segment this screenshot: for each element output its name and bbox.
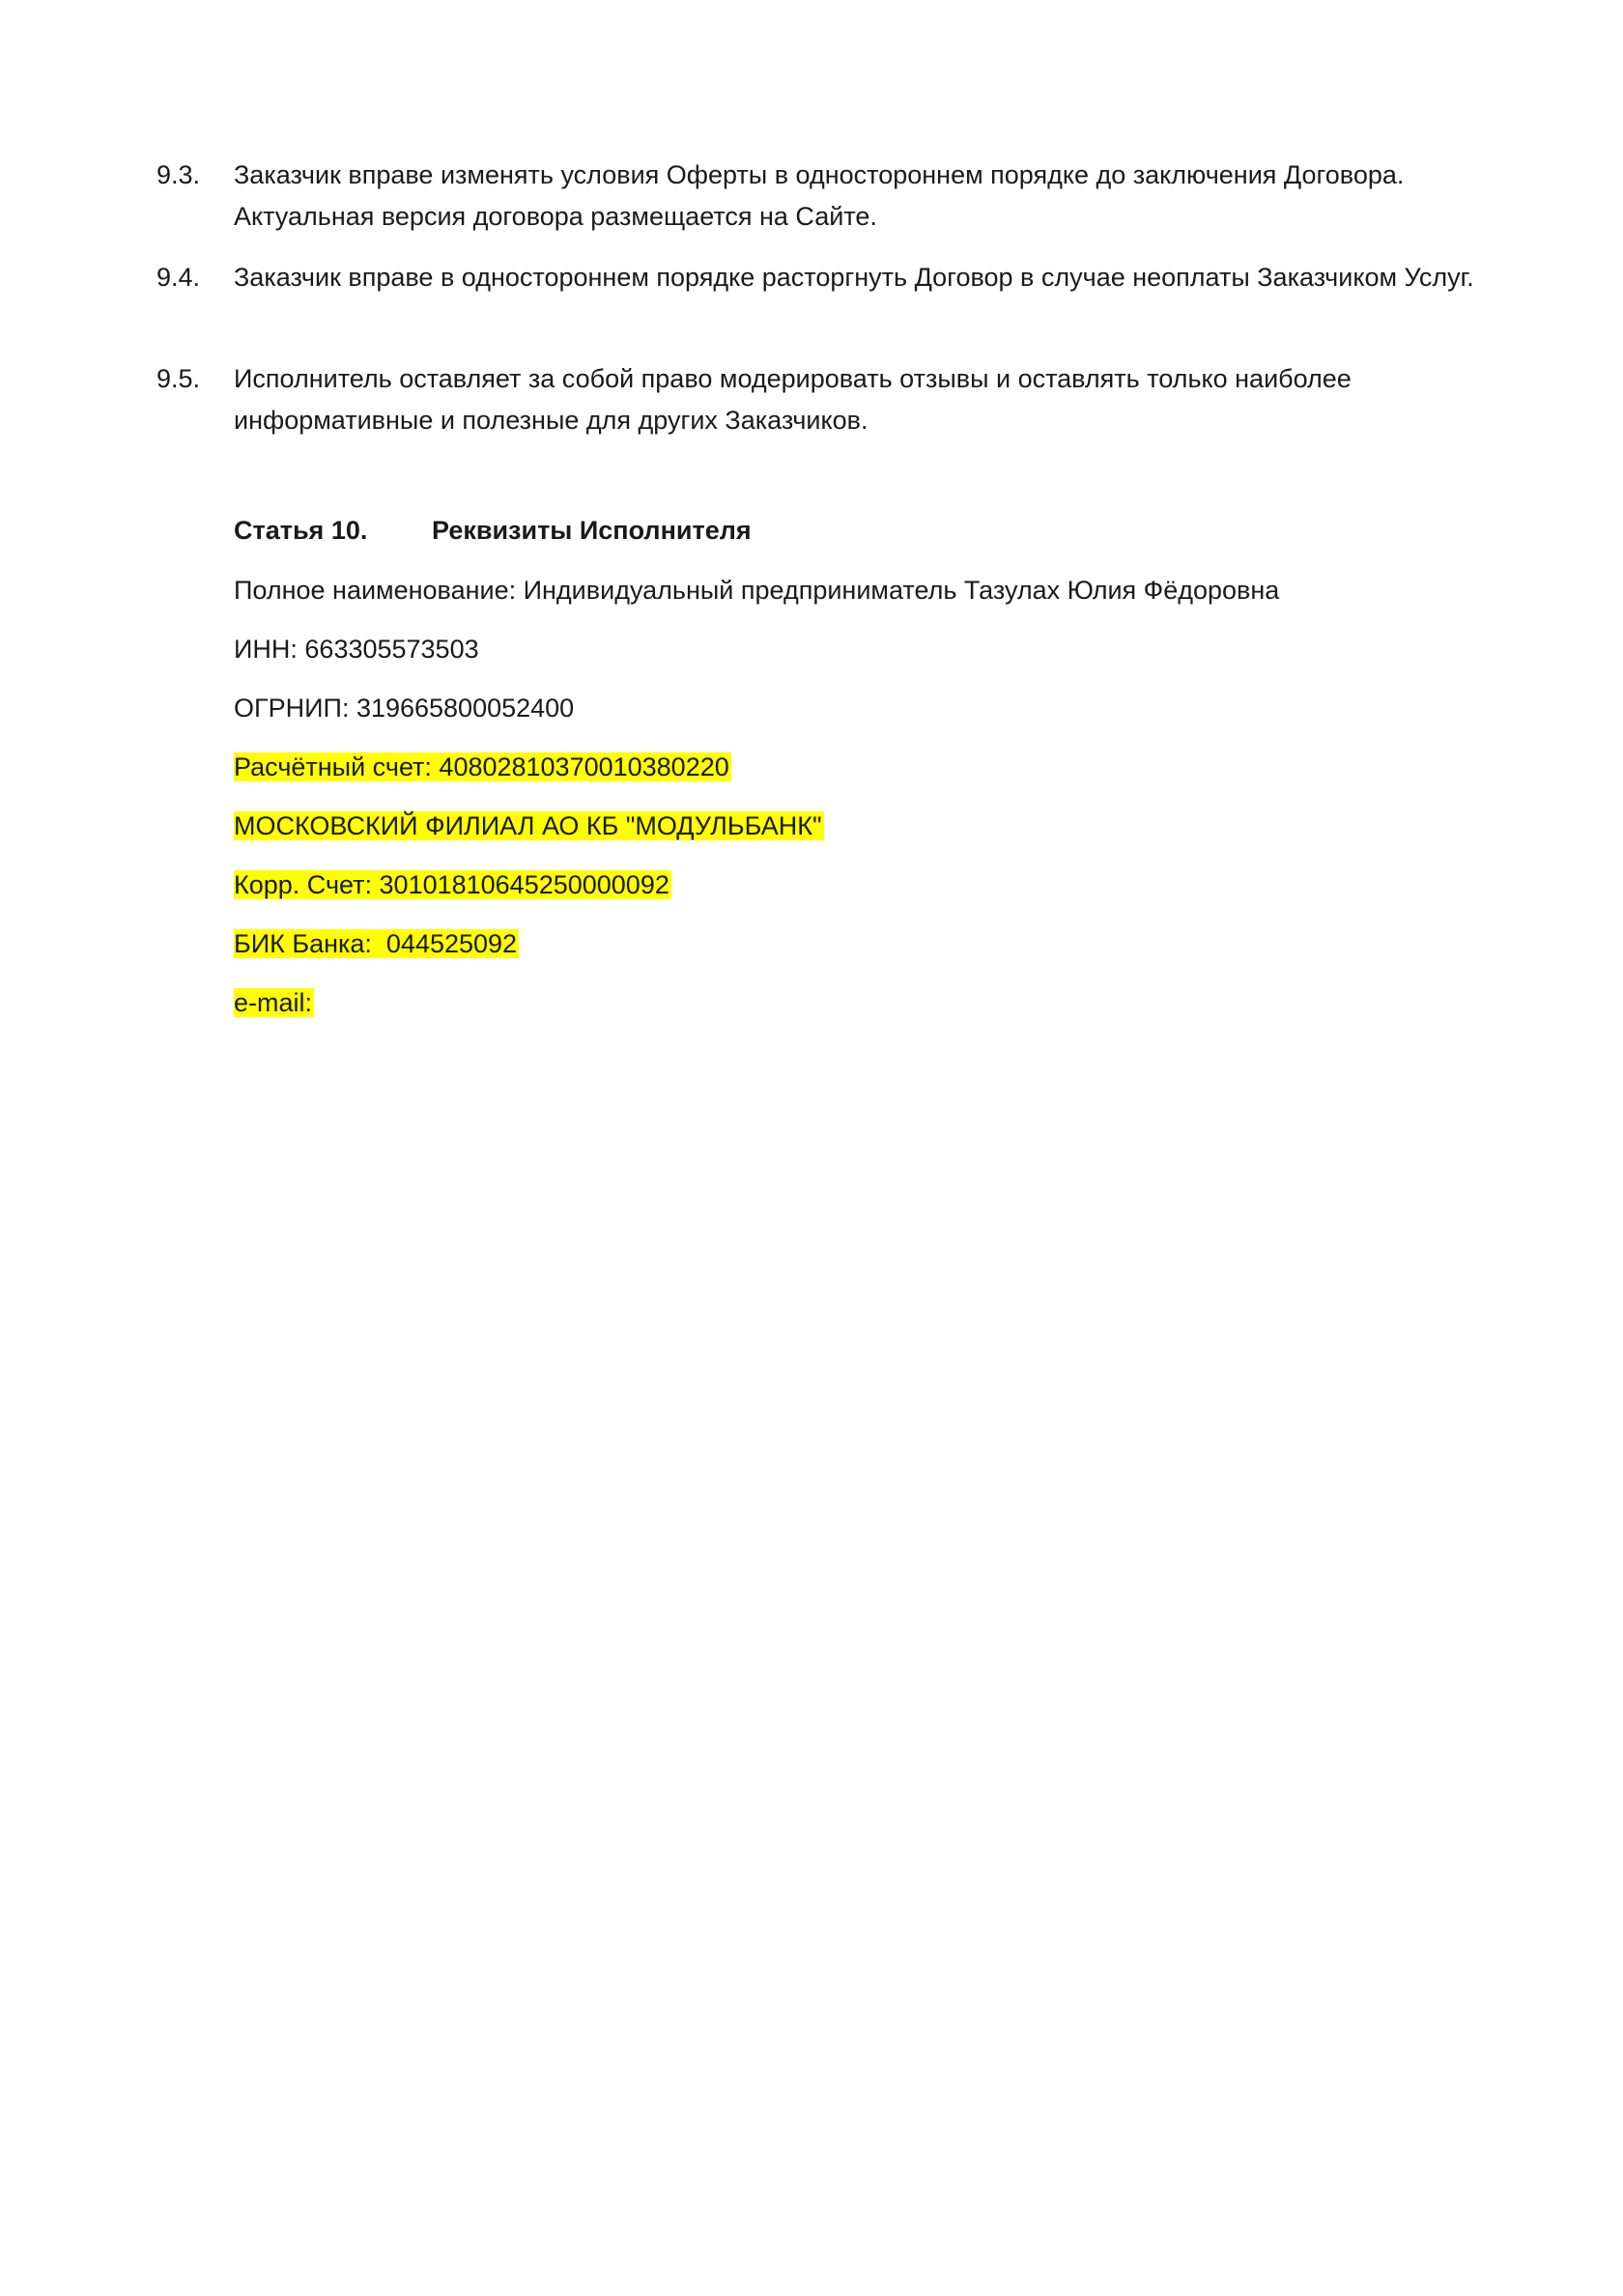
- requisite-bank: МОСКОВСКИЙ ФИЛИАЛ АО КБ "МОДУЛЬБАНК": [234, 811, 822, 840]
- clause-9-3: [157, 155, 1509, 238]
- requisite-corr-account: Корр. Счет: 30101810645250000092: [234, 870, 669, 899]
- article-heading: [234, 511, 752, 550]
- clause-9-5: [157, 358, 1509, 441]
- clause-number: 9.4.: [157, 263, 201, 292]
- requisite-bik-row: [234, 925, 519, 962]
- requisite-ogrnip: ОГРНИП: 319665800052400: [234, 694, 575, 723]
- clause-number: 9.3.: [157, 160, 201, 189]
- clause-text: Исполнитель оставляет за собой право модерировать отзывы и оставлять только наиболее информативные и полезные для других Заказчиков.: [234, 364, 1352, 435]
- clause-number: 9.5.: [157, 364, 201, 393]
- article-number: Статья 10.: [234, 516, 368, 545]
- requisite-bik: БИК Банка: 044525092: [234, 929, 518, 958]
- requisite-full-name: Полное наименование: Индивидуальный предприниматель Тазулах Юлия Фёдоровна: [234, 576, 1280, 605]
- requisite-account: Расчётный счет: 40802810370010380220: [234, 752, 729, 781]
- requisite-corr-account-row: [234, 866, 671, 903]
- requisite-account-row: [234, 749, 731, 785]
- article-title: Реквизиты Исполнителя: [432, 516, 752, 545]
- requisite-inn: ИНН: 663305573503: [234, 635, 479, 664]
- clause-text: Заказчик вправе изменять условия Оферты в одностороннем порядке до заключения Договора. Актуальная версия договора размещается на Сайте.: [234, 160, 1405, 231]
- requisite-bank-row: [234, 808, 824, 844]
- requisite-email: e-mail:: [234, 988, 313, 1017]
- clause-text: Заказчик вправе в одностороннем порядке расторгнуть Договор в случае неоплаты Заказчиком Услуг.: [234, 263, 1474, 292]
- clause-9-4: [157, 257, 1509, 298]
- requisite-email-row: [234, 984, 314, 1021]
